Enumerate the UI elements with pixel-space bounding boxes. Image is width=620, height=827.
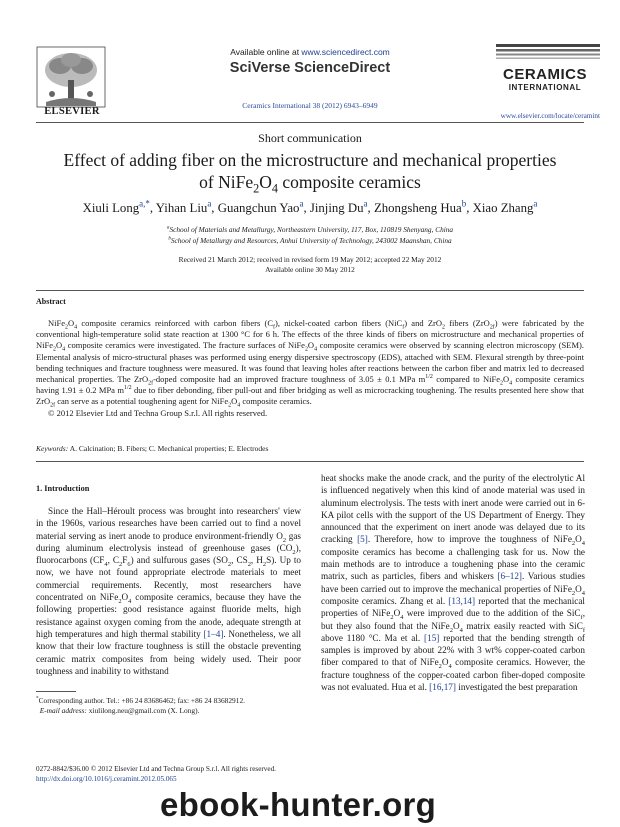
corresponding-author-footnote: *Corresponding author. Tel.: +86 24 83686462; fax: +86 24 83682912. E-mail address: xiulilong.neu@gmail.com (X. Long). bbox=[36, 695, 245, 715]
journal-homepage-link[interactable]: www.elsevier.com/locate/ceramint bbox=[500, 112, 600, 120]
body-column-left: Since the Hall–Héroult process was brought into researchers' view in the 1960s, various researches have been carried out to find a novel material serving as inert anode to produce environment-friendly $O_2$ gas during aluminum electrolysis instead of greenhouse gases $(CO_2)$, fluorocarbons ($CF_4$, $C_2F_6$) and sulfurous gases ($SO_2$, $CS_2$, $H_2S$). Up to now, we have not found appropriate electrode materials to meet commercial requirements. Recently, most researchers have concentrated on $NiFe_2O_4$ composite ceramics, because they have the following properties: good resistance against fluoride melts, high resistance against oxygen coming from the anode, adequate strength at high temperatures and high thermal stability [1–4]. Nonetheless, we all know that their low fracture toughness is still the obstacle preventing ceramic matrix composites from being widely used. Their poor toughness and inability to withstand bbox=[36, 506, 301, 676]
journal-logo-subtitle: INTERNATIONAL bbox=[508, 83, 582, 92]
author-email[interactable]: xiulilong.neu@gmail.com (X. Long). bbox=[86, 706, 200, 715]
section-heading-introduction: 1. Introduction bbox=[36, 484, 90, 493]
author: Zhongsheng Hua bbox=[373, 201, 462, 215]
doi-link[interactable]: http://dx.doi.org/10.1016/j.ceramint.2012.05.065 bbox=[36, 775, 177, 783]
keywords-line: Keywords: A. Calcination; B. Fibers; C. Mechanical properties; E. Electrodes bbox=[36, 444, 269, 453]
author-affiliation-mark: b bbox=[461, 198, 467, 209]
author: Guangchun Yao bbox=[217, 201, 300, 215]
citation-link[interactable]: [5] bbox=[357, 534, 368, 545]
journal-logo-title: CERAMICS bbox=[502, 66, 587, 83]
author-affiliation-mark: a,* bbox=[139, 198, 150, 209]
journal-cover-stripes bbox=[496, 44, 600, 61]
abstract-top-divider bbox=[36, 290, 584, 291]
author: Jinjing Du bbox=[309, 201, 364, 215]
body-column-right: heat shocks make the anode crack, and the purity of the electrolytic Al is influenced negatively when this kind of anode material was used in aluminum electrolysis. The tests with inert anode were carried out in 6-KA pilot cells with the support of the US Department of Energy. They announced that the experiment on inert anode was delayed due to its cracking [5]. Therefore, how to improve the toughness of $NiFe_2O_4$ composite ceramics has become a challenging task for us. Now the main methods are to introduce a toughening phase into the ceramic matrix, such as particles, fibers and whiskers [6–12]. Various studies have been carried out to improve the mechanical properties of $NiFe_2O_4$ composite ceramics. Zhang et al. [13,14] reported that the mechanical properties of $NiFe_2O_4$ were improved due to the addition of the SiC$_f$, but they also found that the $NiFe_2O_4$ matrix easily reacted with SiC$_f$ above 1180 °C. Ma et al. [15] reported that the bending strength of samples is improved by about 22% with 3 wt% copper-coated carbon fiber compared to that of $NiFe_2O_4$ composite ceramics. However, the fracture toughness of the copper-coated carbon fiber-doped composite was not evaluated. Hua et al. [16,17] investigated the best preparation bbox=[321, 473, 586, 693]
author-affiliation-mark: a bbox=[207, 198, 212, 209]
sciencedirect-link[interactable]: www.sciencedirect.com bbox=[301, 47, 390, 57]
author-list: Xiuli Long$^{a,*}$, Yihan Liu$^a$, Guangchun Yao$^a$, Jinjing Du$^a$, Zhongsheng Hua$^b$, Xiao Zhang$^a$ bbox=[82, 198, 538, 215]
author: Xiuli Long bbox=[82, 201, 140, 215]
online-date: Available online 30 May 2012 bbox=[265, 265, 355, 274]
keywords-divider bbox=[36, 461, 584, 462]
author: Xiao Zhang bbox=[472, 201, 534, 215]
author: Yihan Liu bbox=[155, 201, 208, 215]
footnote-divider bbox=[36, 691, 76, 692]
platform-name: SciVerse ScienceDirect bbox=[229, 60, 391, 76]
affiliation-a: $^a$School of Materials and Metallurgy, Northeastern University, 117, Box, 110819 Shenyang, China bbox=[166, 224, 454, 234]
publisher-wordmark: ELSEVIER bbox=[44, 106, 100, 117]
abstract-heading: Abstract bbox=[36, 297, 66, 306]
article-title: Effect of adding fiber on the microstructure and mechanical properties of $NiFe_2O_4$ composite ceramics bbox=[63, 150, 557, 196]
citation-link[interactable]: [6–12] bbox=[497, 571, 522, 582]
copyright-line: © 2012 Elsevier Ltd and Techna Group S.r.l. All rights reserved. bbox=[48, 407, 268, 418]
header-divider bbox=[36, 122, 584, 123]
citation-link[interactable]: [15] bbox=[424, 632, 440, 643]
received-dates: Received 21 March 2012; received in revised form 19 May 2012; accepted 22 May 2012 bbox=[178, 255, 442, 264]
abstract-body: $NiFe_2O_4$ composite ceramics reinforced with carbon fibers $(C_f)$, nickel-coated carbon fibers (NiC$_f$) and ZrO$_2$ fibers (ZrO$_{2f}$) were fabricated by the conventional high-temperature solid state reaction at 1300 °C for 6 h. The effects of the three kinds of fibers on microstructure and mechanical properties of $NiFe_2O_4$ composite ceramics were investigated. The fracture surfaces of $NiFe_2O_4$ composite ceramics were observed by scanning electron microscopy (SEM). Elemental analysis of micro-structural phases was performed using energy dispersive spectroscopy (EDS), attached with SEM. Flexural strength by three-point bending techniques and fracture toughness were measured. It was found that leaving holes after reactions between the carbon fiber and matrix led to decreased mechanical properties. The ZrO$_{2f}$-doped composite had an improved fracture toughness of 3.05 ± 0.1 MPa $m^{1/2}$ compared to $NiFe_2O_4$ composite ceramics having 1.91 ± 0.2 MPa $m^{1/2}$ due to fiber debonding, fiber pull-out and fiber bridging as well as microcracking toughening. The results presented here show that ZrO$_{2f}$ can serve as a potential toughening agent for $NiFe_2O_4$ composite ceramics. © 2012 Elsevier Ltd and Techna Group S.r.l. All rights reserved. bbox=[36, 318, 585, 418]
citation-link[interactable]: [1–4] bbox=[203, 628, 224, 639]
author-affiliation-mark: a bbox=[299, 198, 304, 209]
citation-link[interactable]: [13,14] bbox=[448, 595, 476, 606]
author-affiliation-mark: a bbox=[533, 198, 538, 209]
journal-reference-link[interactable]: Ceramics International 38 (2012) 6943–6949 bbox=[242, 101, 378, 110]
citation-link[interactable]: [16,17] bbox=[429, 682, 456, 693]
article-type: Short communication bbox=[258, 131, 362, 145]
availability-line: Available online at www.sciencedirect.com bbox=[230, 47, 390, 57]
watermark-text: ebook-hunter.org bbox=[160, 786, 437, 823]
issn-doi-block: 0272-8842/$36.00 © 2012 Elsevier Ltd and Techna Group S.r.l. All rights reserved. http://dx.doi.org/10.1016/j.ceramint.2012.05.065 bbox=[36, 765, 276, 783]
affiliation-b: $^b$School of Metallurgy and Resources, Anhui University of Technology, 243002 Maanshan, China bbox=[168, 235, 452, 245]
author-affiliation-mark: a bbox=[363, 198, 368, 209]
